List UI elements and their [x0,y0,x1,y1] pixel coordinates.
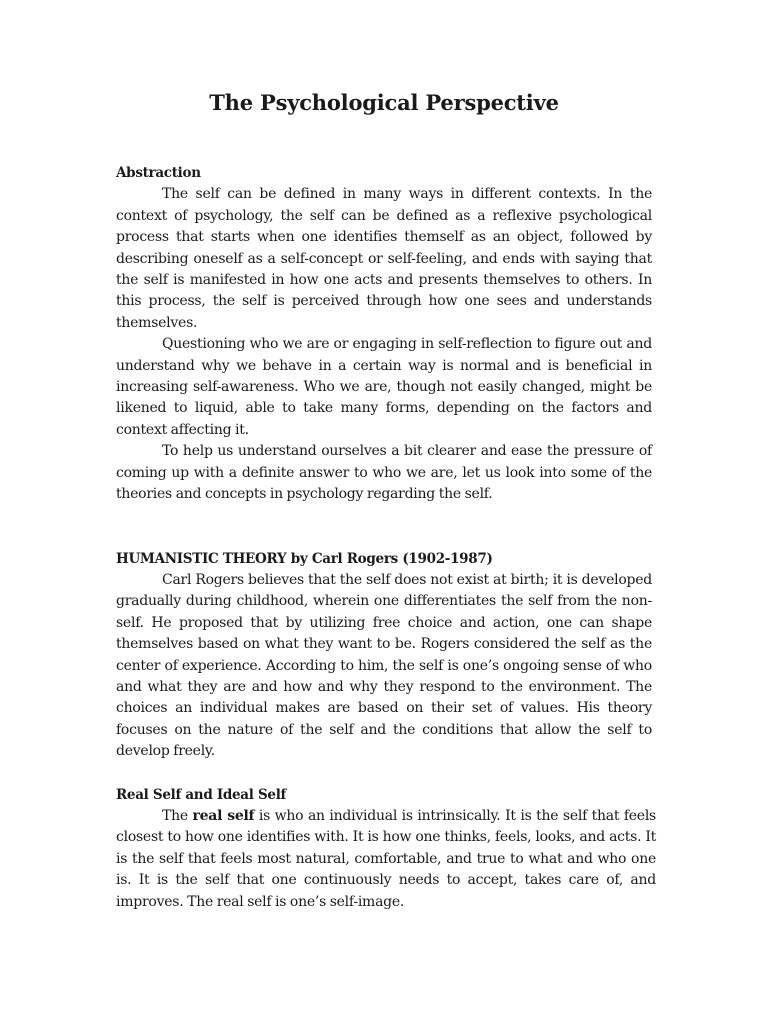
abstraction-paragraph-3: To help us understand ourselves a bit clearer and ease the pressure of coming up with a definite answer to who we are, let us look into some of the theories and concepts in psychology regarding the self. [116,443,652,503]
humanistic-paragraph: Carl Rogers believes that the self does not exist at birth; it is developed gradually during childhood, wherein one differentiates the self from the non-self. He proposed that by utilizing free choice and action, one can shape themselves based on what they want to be. Rogers considered the self as the center of experience. According to him, the self is one’s ongoing sense of who and what they are and how and why they respond to the environment. The choices an individual makes are based on their set of values. His theory focuses on the nature of the self and the conditions that allow the self to develop freely. [116,571,652,760]
real-self-prefix: The [162,807,193,824]
real-self-definition: is who an individual is intrinsically. It is the self that feels closest to how one identifies with. It is how one thinks, feels, looks, and acts. It is the self that feels most natural, comfortable, and true to what and who one is. It is the self that one continuously needs to accept, takes care of, and improves. The real self is one’s self-image. [116,807,656,910]
section-spacer [116,506,652,549]
humanistic-section [116,549,652,763]
real-ideal-heading: Real Self and Ideal Self [116,786,287,803]
section-spacer [116,763,652,785]
abstraction-paragraph-1: The self can be defined in many ways in different contexts. In the context of psychology, the self can be defined as a reflexive psychological process that starts when one identifies themself as an object, followed by describing oneself as a self-concept or self-feeling, and ends with saying that the self is manifested in how one acts and presents themselves to others. In this process, the self is perceived through how one sees and understands themselves. [116,186,652,331]
humanistic-heading: HUMANISTIC THEORY by Carl Rogers (1902-1987) [116,550,493,567]
abstraction-heading: Abstraction [116,165,201,181]
document-page [116,88,656,913]
document-title: The Psychological Perspective [209,90,559,115]
real-self-term: real self [192,807,255,824]
real-self-paragraph [116,806,656,913]
real-ideal-section [116,785,656,913]
abstraction-paragraph-2: Questioning who we are or engaging in self-reflection to figure out and understand why we behave in a certain way is normal and is beneficial in increasing self-awareness. Who we are, though not easily changed, might be likened to liquid, able to take many forms, depending on the factors and context affecting it. [116,336,652,438]
abstraction-section [116,163,652,506]
